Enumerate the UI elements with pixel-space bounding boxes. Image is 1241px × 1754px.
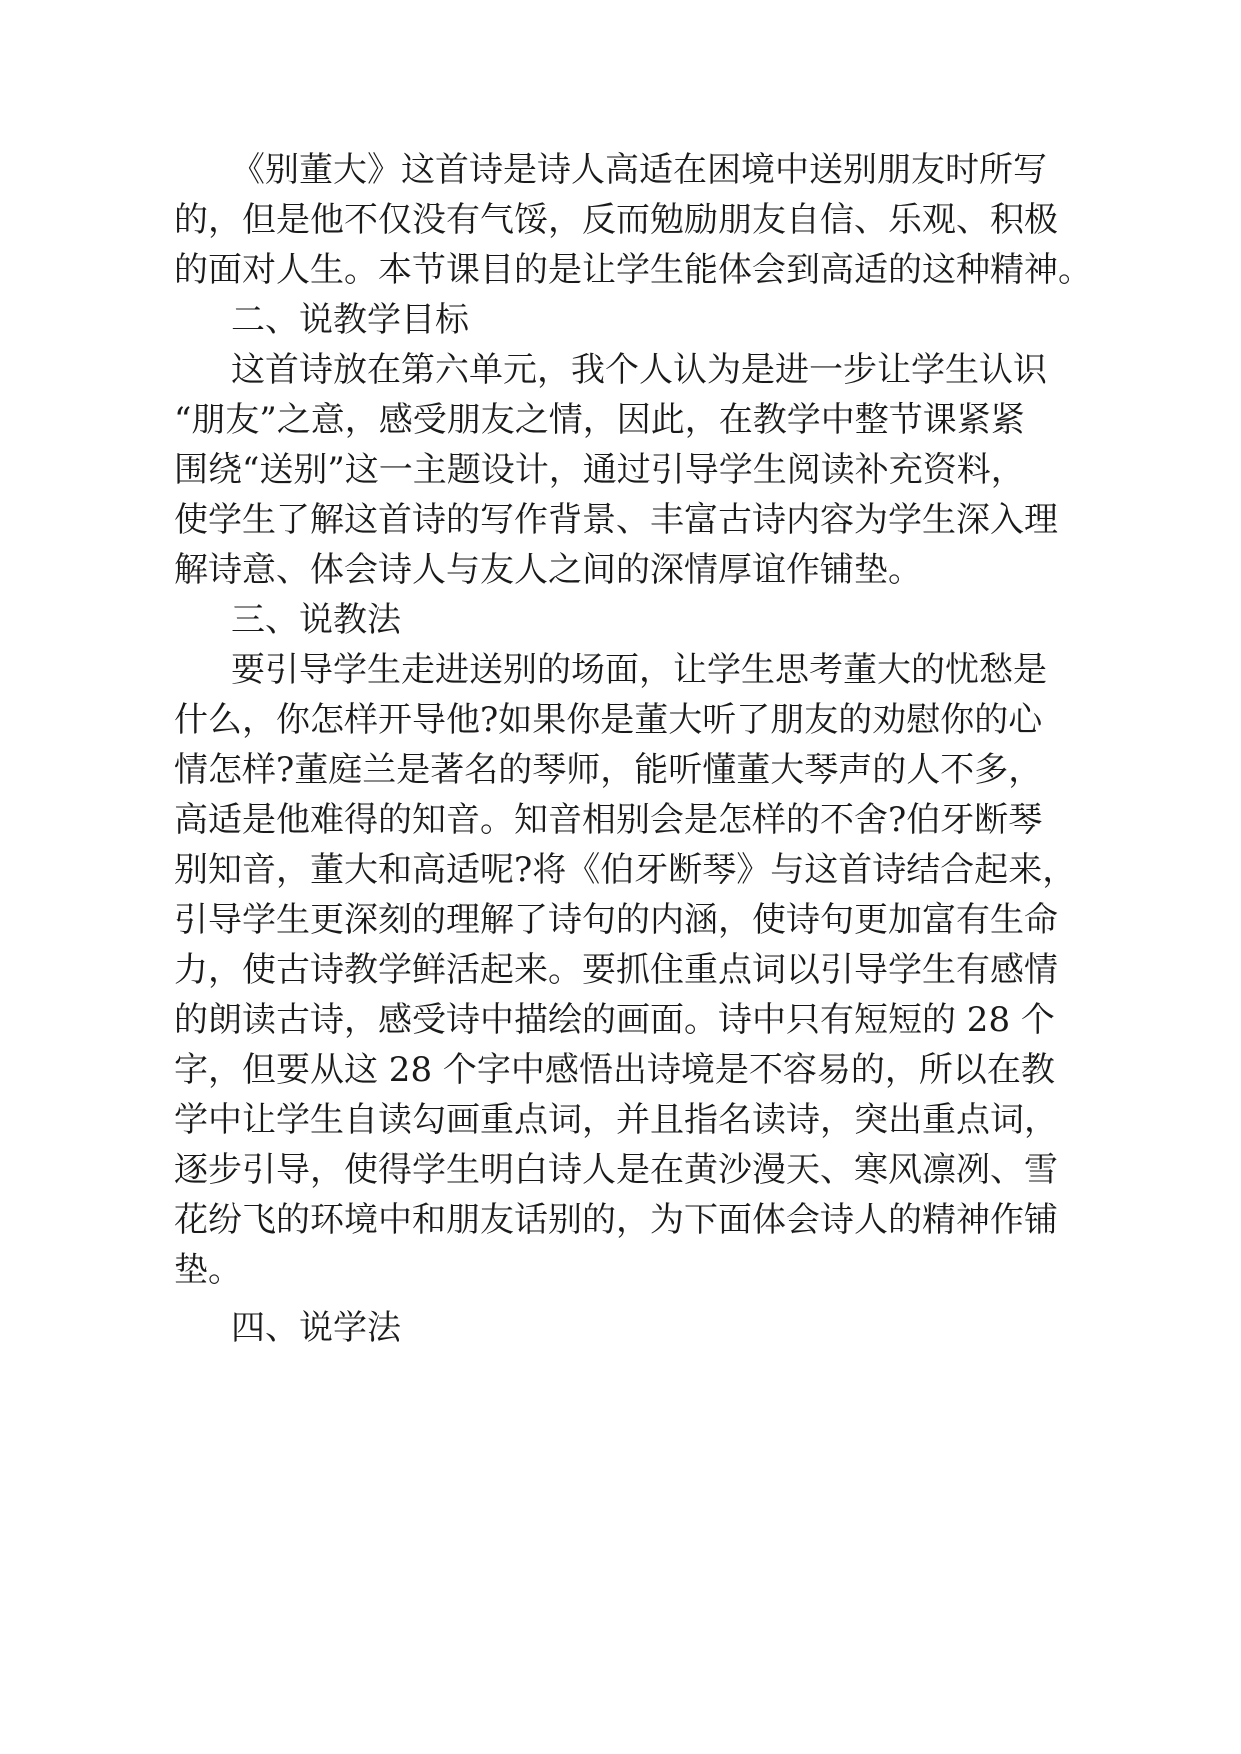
paragraph-line: 要引导学生走进送别的场面，让学生思考董大的忧愁是 (231, 650, 1047, 690)
paragraph-line: 的，但是他不仅没有气馁，反而勉励朋友自信、乐观、积极 (174, 200, 1058, 240)
paragraph-line: 逐步引导，使得学生明白诗人是在黄沙漫天、寒风凛冽、雪 (174, 1150, 1058, 1190)
paragraph-line: 字，但要从这 28 个字中感悟出诗境是不容易的，所以在教 (174, 1050, 1055, 1090)
paragraph-line: 《别董大》这首诗是诗人高适在困境中送别朋友时所写 (231, 150, 1047, 190)
section-heading: 三、说教法 (231, 600, 401, 640)
paragraph-line: 引导学生更深刻的理解了诗句的内涵，使诗句更加富有生命 (174, 900, 1058, 940)
paragraph-line: 的面对人生。本节课目的是让学生能体会到高适的这种精神。 (174, 250, 1092, 290)
paragraph-line: 的朗读古诗，感受诗中描绘的画面。诗中只有短短的 28 个 (174, 1000, 1055, 1040)
paragraph-line: 花纷飞的环境中和朋友话别的，为下面体会诗人的精神作铺 (174, 1200, 1058, 1240)
paragraph-line: 情怎样?董庭兰是著名的琴师，能听懂董大琴声的人不多， (174, 750, 1043, 790)
paragraph-line: 力，使古诗教学鲜活起来。要抓住重点词以引导学生有感情 (174, 950, 1058, 990)
paragraph-line: 围绕“送别”这一主题设计，通过引导学生阅读补充资料， (174, 450, 1025, 490)
paragraph-line: 高适是他难得的知音。知音相别会是怎样的不舍?伯牙断琴 (174, 800, 1043, 840)
paragraph-line: 使学生了解这首诗的写作背景、丰富古诗内容为学生深入理 (174, 500, 1058, 540)
section-heading: 二、说教学目标 (231, 300, 469, 340)
paragraph-line: 这首诗放在第六单元，我个人认为是进一步让学生认识 (231, 350, 1047, 390)
paragraph-line: 垫。 (174, 1250, 242, 1290)
section-heading: 四、说学法 (231, 1308, 401, 1348)
paragraph-line: 别知音，董大和高适呢?将《伯牙断琴》与这首诗结合起来， (174, 850, 1077, 890)
paragraph-line: “朋友”之意，感受朋友之情，因此，在教学中整节课紧紧 (174, 400, 1025, 440)
paragraph-line: 学中让学生自读勾画重点词，并且指名读诗，突出重点词， (174, 1100, 1058, 1140)
paragraph-line: 解诗意、体会诗人与友人之间的深情厚谊作铺垫。 (174, 550, 922, 590)
paragraph-line: 什么，你怎样开导他?如果你是董大听了朋友的劝慰你的心 (174, 700, 1043, 740)
